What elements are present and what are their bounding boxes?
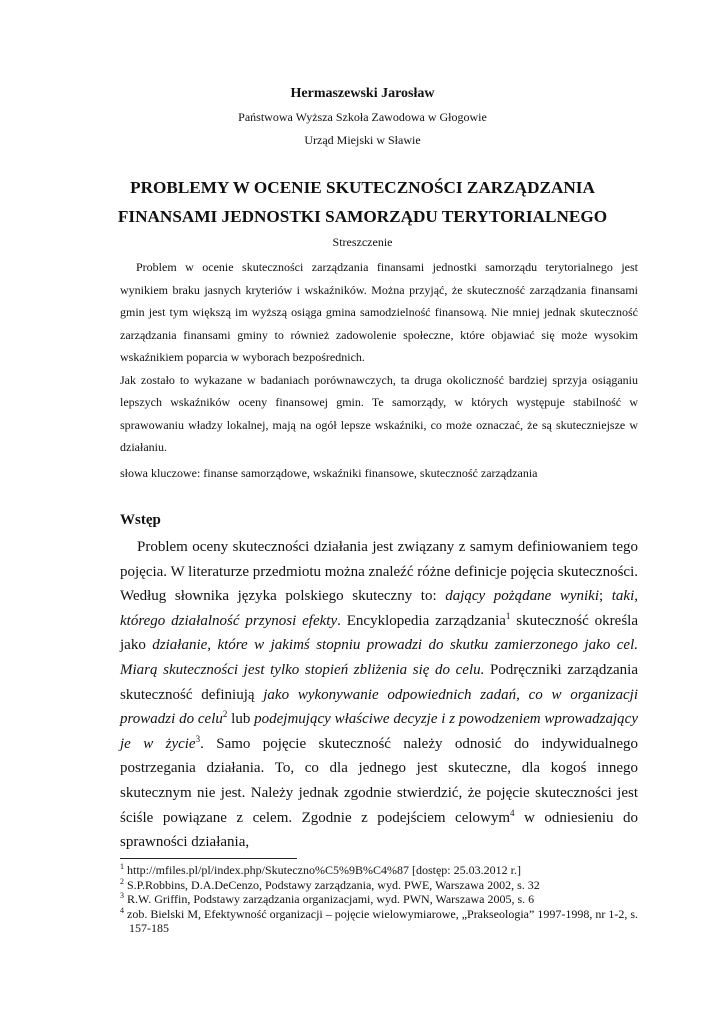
- paper-title-line-2: FINANSAMI JEDNOSTKI SAMORZĄDU TERYTORIALNEGO: [117, 207, 608, 226]
- abstract-paragraph-2: Jak zostało to wykazane w badaniach porównawczych, ta druga okoliczność bardziej sprzyja osiąganiu lepszych wskaźników oceny finansowej gmin. Te samorządy, w których występuje stabilność w sprawowaniu władzy lokalnej, mają na ogół lepsze wskaźniki, co może oznaczać, że są skuteczniejsze w działaniu.: [120, 372, 638, 454]
- footnote-4: [120, 907, 645, 936]
- intro-text: . Samo pojęcie skuteczność należy odnosić do indywidualnego postrzegania działania. To, co dla jednego jest skuteczne, dla kogoś innego skutecznym nie jest. Należy jednak zgodnie stwierdzić, że pojęcie skuteczności jest ściśle powiązane z celem. Zgodnie z podejściem celowym: [120, 735, 638, 826]
- keywords: słowa kluczowe: finanse samorządowe, wskaźniki finansowe, skuteczność zarządzania: [120, 466, 538, 480]
- footnote-ref-3: 3: [195, 733, 201, 744]
- intro-text: Podręczniki zarządzania skuteczność definiują: [120, 661, 638, 703]
- intro-quote: dający pożądane wyniki: [445, 588, 599, 605]
- intro-quote: taki, którego działalność przynosi efekty: [120, 588, 638, 629]
- abstract-heading: Streszczenie: [332, 235, 393, 249]
- intro-quote: działanie, które w jakimś stopniu prowadzi do skutku zamierzonego jako cel. Miarą skuteczności jest tylko stopień zbliżenia się do celu.: [120, 637, 638, 678]
- footnotes: [120, 863, 645, 936]
- intro-text: lub: [227, 711, 255, 728]
- footnote-1: [120, 863, 645, 878]
- footnote-text: S.P.Robbins, D.A.DeCenzo, Podstawy zarządzania, wyd. PWE, Warszawa 2002, s. 32: [124, 877, 540, 892]
- paper-title-line-1: PROBLEMY W OCENIE SKUTECZNOŚCI ZARZĄDZANIA: [130, 178, 595, 197]
- introduction-paragraph: [120, 535, 638, 855]
- footnote-ref-4: 4: [510, 807, 515, 818]
- footnote-2: [120, 878, 645, 893]
- intro-text: Problem oceny skuteczności działania jest związany z samym definiowaniem tego pojęcia. W literaturze przedmiotu można znaleźć różne definicje pojęcia skuteczności. Według słownika języka polskiego skuteczny to:: [120, 539, 638, 605]
- footnote-3: [120, 892, 645, 907]
- author-name: Hermaszewski Jarosław: [290, 86, 435, 101]
- abstract-body: [120, 256, 638, 459]
- footnote-separator: [120, 858, 297, 859]
- footnote-number: 3: [120, 891, 124, 900]
- intro-text: w odniesieniu do sprawności działania,: [120, 809, 638, 851]
- intro-text: ;: [599, 588, 612, 605]
- affiliation-university: Państwowa Wyższa Szkoła Zawodowa w Głogowie: [238, 110, 487, 124]
- intro-quote: podejmujący właściwe decyzje i z powodzeniem wprowadzający je w życie: [120, 711, 638, 752]
- intro-quote: jako wykonywanie odpowiednich zadań, co w organizacji prowadzi do celu: [120, 686, 638, 728]
- footnote-number: 4: [120, 905, 124, 915]
- abstract-paragraph-1: Problem w ocenie skuteczności zarządzania finansami jednostki samorządu terytorialnego jest wynikiem braku jasnych kryteriów i wskaźników. Można przyjąć, że skuteczność zarządzania finansami gmin jest tym większą im wyższą osiąga gmina samodzielność finansową. Nie mniej jednak skuteczność zarządzania finansami gminy to również zadowolenie społeczne, które objawiać się może wysokim wskaźnikiem poparcia w wyborach bezpośrednich.: [120, 260, 638, 364]
- footnote-text: zob. Bielski M, Efektywność organizacji – pojęcie wielowymiarowe, „Prakseologia” 1997-1998, nr 1-2, s. 157-185: [124, 906, 638, 935]
- footnote-text: R.W. Griffin, Podstawy zarządzania organizacjami, wyd. PWN, Warszawa 2005, s. 6: [124, 892, 535, 906]
- footnote-number: 2: [120, 876, 124, 886]
- footnote-ref-1: 1: [505, 610, 511, 621]
- footnote-number: 1: [120, 862, 124, 871]
- intro-text: . Encyklopedia zarządzania: [337, 612, 506, 629]
- footnote-ref-2: 2: [222, 709, 228, 720]
- footnote-text: http://mfiles.pl/pl/index.php/Skuteczno%C5%9B%C4%87 [dostęp: 25.03.2012 r.]: [124, 863, 521, 877]
- affiliation-office: Urząd Miejski w Sławie: [304, 133, 421, 147]
- section-heading-introduction: Wstęp: [120, 512, 161, 528]
- intro-text: skuteczność określa jako: [120, 612, 638, 654]
